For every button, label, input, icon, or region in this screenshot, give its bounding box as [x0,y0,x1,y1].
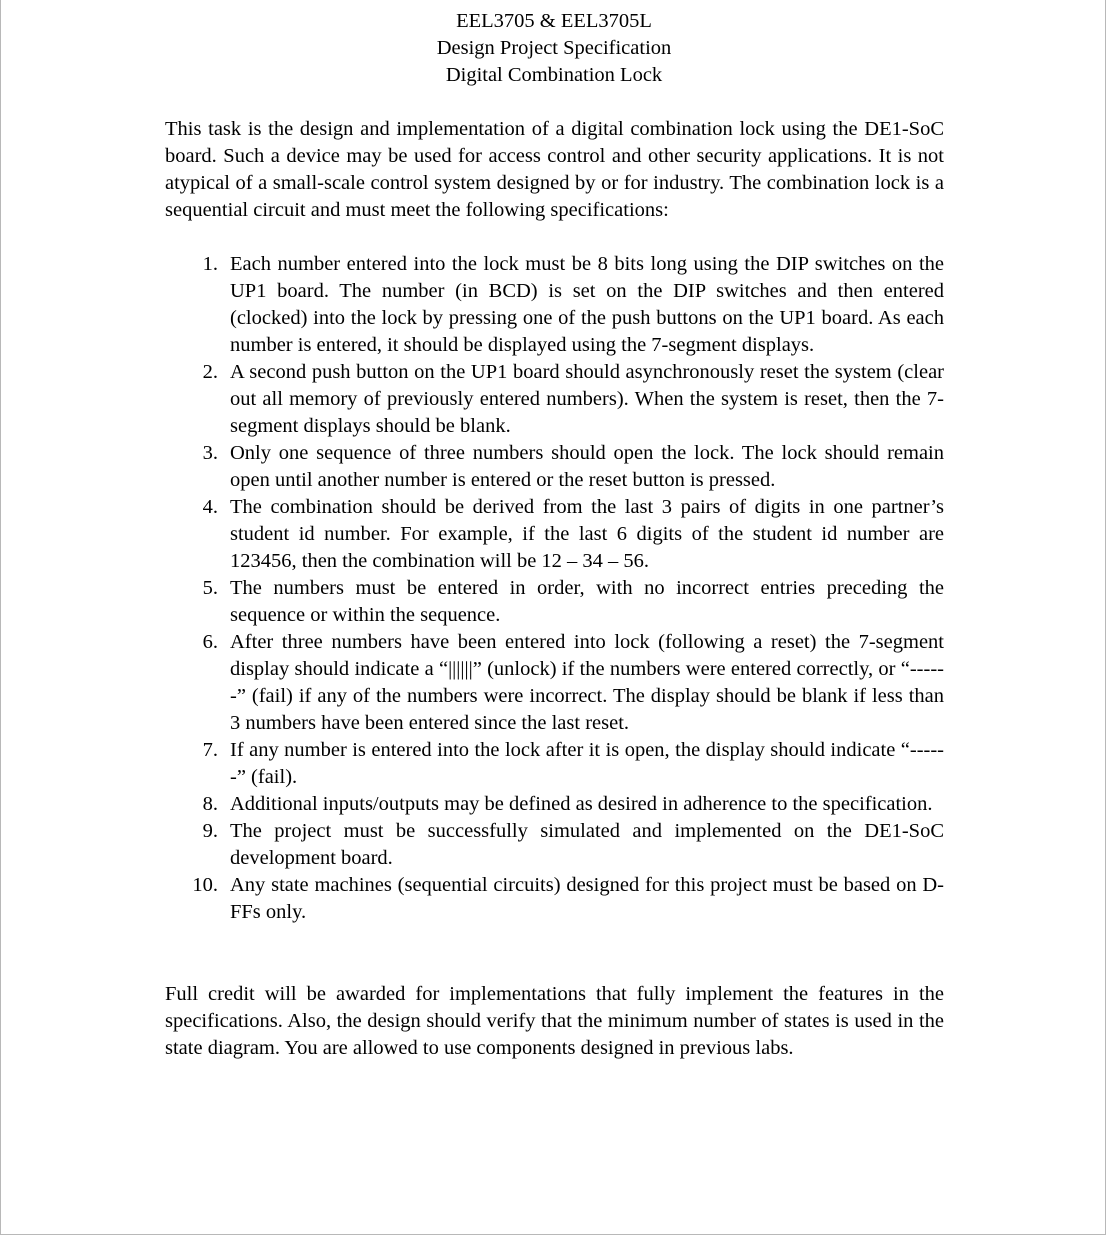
spec-text: The combination should be derived from the last 3 pairs of digits in one partner’s student id number. For example, if the last 6 digits of the student id number are 123456, then the combination will be 12 – 34 – 56. [230,496,944,572]
spec-item-9 [165,818,944,872]
document-header [1,8,1106,89]
closing-paragraph: Full credit will be awarded for implementations that fully implement the features in the specifications. Also, the design should verify that the minimum number of states is used in the state diagram. You are allowed to use components designed in previous labs. [165,983,944,1059]
spec-item-1 [165,251,944,359]
spec-item-7 [165,737,944,791]
spec-text: If any number is entered into the lock after it is open, the display should indicate “------” (fail). [230,739,944,788]
spec-text: Only one sequence of three numbers should open the lock. The lock should remain open until another number is entered or the reset button is pressed. [230,442,944,491]
spec-item-5 [165,575,944,629]
spec-text: Additional inputs/outputs may be defined as desired in adherence to the specification. [230,793,933,815]
spec-item-2 [165,359,944,440]
spec-number: 2. [202,361,218,383]
course-title: EEL3705 & EEL3705L [456,10,652,32]
spec-text: The project must be successfully simulated and implemented on the DE1-SoC development board. [230,820,944,869]
spec-text: A second push button on the UP1 board should asynchronously reset the system (clear out all memory of previously entered numbers). When the system is reset, then the 7-segment displays should be blank. [230,361,944,437]
spec-number: 10. [192,874,218,896]
intro-paragraph: This task is the design and implementation of a digital combination lock using the DE1-SoC board. Such a device may be used for access control and other security applications. It is not atypical of a small-scale control system designed by or for industry. The combination lock is a sequential circuit and must meet the following specifications: [165,118,944,221]
spec-number: 9. [202,820,218,842]
spec-item-10 [165,872,944,926]
project-title: Digital Combination Lock [445,64,663,86]
spec-text: Each number entered into the lock must be 8 bits long using the DIP switches on the UP1 board. The number (in BCD) is set on the DIP switches and then entered (clocked) into the lock by pressing one of the push buttons on the UP1 board. As each number is entered, it should be displayed using the 7-segment displays. [230,253,944,356]
spec-number: 5. [202,577,218,599]
spec-number: 7. [202,739,218,761]
specification-list [165,251,944,926]
spec-item-6 [165,629,944,737]
spec-item-8 [165,791,944,818]
document-title: Design Project Specification [436,37,672,59]
spec-text: After three numbers have been entered into lock (following a reset) the 7-segment display should indicate a “||||||” (unlock) if the numbers were entered correctly, or “------” (fail) if any of the numbers were incorrect. The display should be blank if less than 3 numbers have been entered since the last reset. [230,631,944,734]
spec-item-3 [165,440,944,494]
spec-number: 4. [202,496,218,518]
spec-text: Any state machines (sequential circuits) designed for this project must be based on D-FFs only. [230,874,944,923]
spec-number: 3. [202,442,218,464]
spec-number: 6. [202,631,218,653]
spec-number: 1. [202,253,218,275]
spec-item-4 [165,494,944,575]
spec-number: 8. [202,793,218,815]
spec-text: The numbers must be entered in order, with no incorrect entries preceding the sequence or within the sequence. [230,577,944,626]
